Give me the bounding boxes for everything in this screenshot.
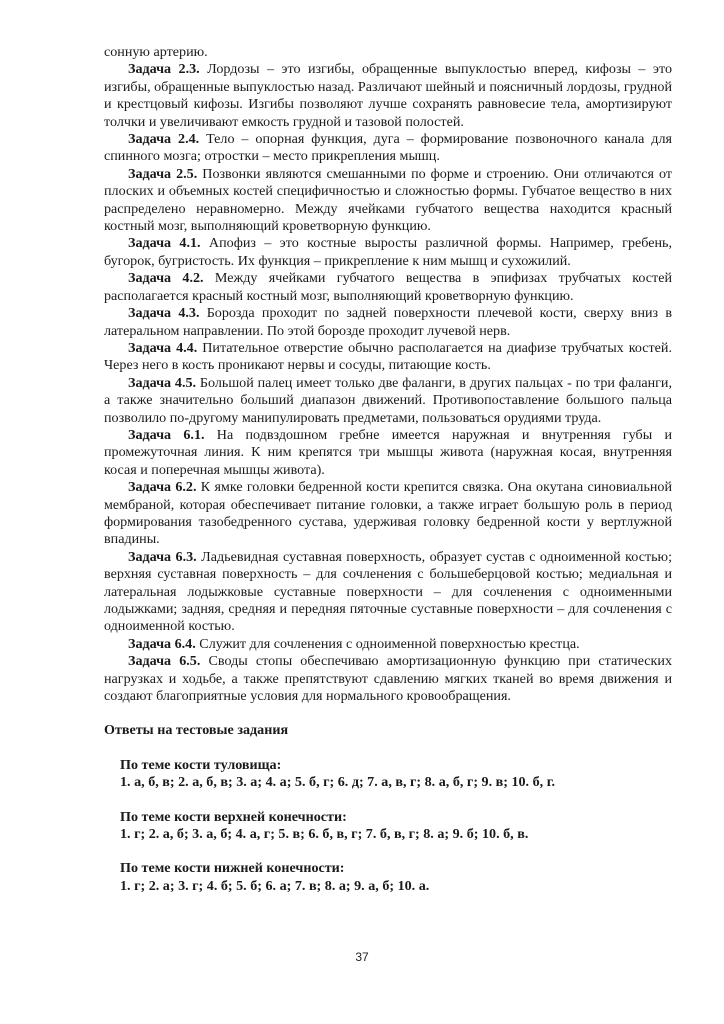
task-label: Задача 6.1. [128,426,205,443]
topic-title: По теме кости верхней конечности: [120,808,347,825]
task-label: Задача 4.5. [128,374,197,391]
topic-answers: 1. г; 2. а, б; 3. а, б; 4. а, г; 5. в; 6. б, в, г; 7. б, в, г; 8. а; 9. б; 10. б, в. [120,826,529,843]
task-text: Тело – опорная функция, дуга – формирование позвоночного канала для спинного мозга; отростки – место прикрепления мышц. [104,131,672,165]
answers-section-title: Ответы на тестовые задания [104,722,289,739]
answers-topic-trunk [120,757,672,792]
task-text: Между ячейками губчатого вещества в эпифизах трубчатых костей располагается красный костный мозг, выполняющий кроветворную функцию. [104,270,672,304]
page-body [104,44,672,895]
task-text: К ямке головки бедренной кости крепится связка. Она окутана синовиальной мембраной, которая обеспечивает питание головки, а также играет большую роль в период формирования тазобедренного сустава, удерживая головку бедренной кости у вертлужной впадины. [104,479,672,548]
topic-title: По теме кости нижней конечности: [120,860,345,877]
continuation-text: сонную артерию. [104,44,208,60]
task-text: Большой палец имеет только две фаланги, в других пальцах - по три фаланги, а также значительно больший диапазон движений. Противопоставление большого пальца позволило по-другому манипулировать предметами, пользоваться орудиями труда. [104,374,672,426]
task-label: Задача 4.3. [128,305,200,322]
task-text: Борозда проходит по задней поверхности плечевой кости, сверху вниз в латеральном направлении. По этой борозде проходит лучевой нерв. [104,305,672,339]
task-text: Позвонки являются смешанными по форме и строению. Они отличаются от плоских и объемных костей специфичностью и сложностью формы. Губчатое вещество в них распределено неравномерно. Между ячейками губчатого вещества находится красный костный мозг, выполняющий кроветворную функцию. [104,165,672,235]
task-6-4 [104,636,672,653]
task-label: Задача 6.3. [128,548,197,565]
task-4-5 [104,375,672,427]
task-6-1 [104,427,672,479]
task-6-2 [104,479,672,549]
task-label: Задача 2.5. [128,165,198,182]
task-text: Лордозы – это изгибы, обращенные выпуклостью вперед, кифозы – это изгибы, обращенные выпуклостью назад. Различают шейный и поясничный лордозы, грудной и крестцовый кифозы. Изгибы позволяют лучше сохранять равновесие тела, амортизируют толчки и увеличивают емкость грудной и тазовой полостей. [104,61,672,130]
task-4-2 [104,270,672,305]
task-list [104,61,672,705]
task-2-4 [104,131,672,166]
answers-topic-upper-limb [120,809,672,844]
topic-answers: 1. а, б, в; 2. а, б, в; 3. а; 4. а; 5. б, г; 6. д; 7. а, в, г; 8. а, б, г; 9. в; 10. б, г. [120,774,556,791]
task-text: Питательное отверстие обычно располагается на диафизе трубчатых костей. Через него в кость проникают нервы и сосуды, питающие кость. [104,339,672,374]
task-label: Задача 4.4. [128,339,198,356]
topic-title: По теме кости туловища: [120,756,282,773]
page-number: 37 [355,950,369,964]
task-4-3 [104,305,672,340]
answers-topic-lower-limb [120,860,672,895]
task-2-3 [104,61,672,131]
task-text: Своды стопы обеспечиваю амортизационную функцию при статических нагрузках и ходьбе, а также препятствуют сдавлению мягких тканей во время движения и создают благоприятные условия для нормального кровообращения. [104,653,672,705]
task-text: Служит для сочленения с одноименной поверхностью крестца. [195,635,580,652]
task-6-3 [104,549,672,636]
topic-answers: 1. г; 2. а; 3. г; 4. б; 5. б; 6. а; 7. в; 8. а; 9. а, б; 10. а. [120,877,430,894]
task-4-1 [104,235,672,270]
task-label: Задача 4.2. [128,270,204,287]
task-label: Задача 6.5. [128,653,201,670]
task-6-5 [104,653,672,705]
task-text: На подвздошном гребне имеется наружная и внутренняя губы и промежуточная линия. К ним крепятся три мышцы живота (наружная косая, внутренняя косая и поперечная мышцы живота). [104,426,672,478]
task-label: Задача 6.4. [128,635,196,652]
task-2-5 [104,166,672,236]
task-text: Апофиз – это костные выросты различной формы. Например, гребень, бугорок, бугристость. Их функция – прикрепление к ним мышц и сухожилий. [104,235,672,269]
task-label: Задача 4.1. [128,235,201,252]
task-label: Задача 2.4. [128,131,200,148]
task-text: Ладьевидная суставная поверхность, образует сустав с одноименной костью; верхняя суставная поверхность – для сочленения с большеберцовой костью; медиальная и латеральная лодыжковые суставные поверхности – для сочленения с одноименными лодыжками; задняя, средняя и передняя пяточные суставные поверхности – для сочленения с одноименной костью. [104,548,672,635]
task-4-4 [104,340,672,375]
task-label: Задача 6.2. [128,479,197,496]
task-label: Задача 2.3. [128,61,200,78]
